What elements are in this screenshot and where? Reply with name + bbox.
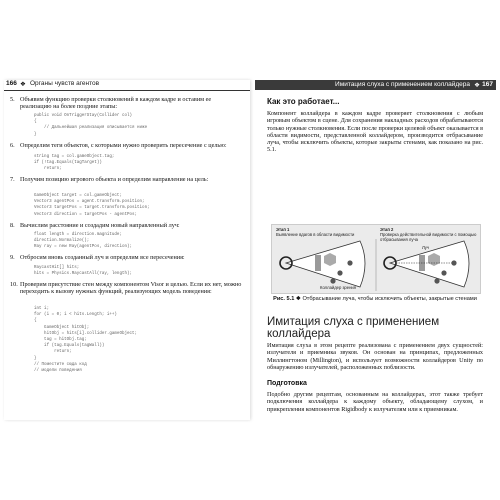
- stage1-desc: Выявление вдагов в области видимости: [276, 232, 355, 237]
- code-block: int i; for (i = 0; i < hits.Length; i++) { GameObject hitObj; hitObj = hits[i].collider.gameObject; tag = hitObj.tag; if (tag.Equals(tagWall)) return; } // Поместите сюда код // модели поведения: [34, 307, 138, 374]
- subsection-title: Имитация слуха с применением коллайдера: [267, 316, 440, 340]
- right-page-header: [255, 80, 496, 90]
- code-block: RaycastHit[] hits; hits = Physics.RaycastAll(ray, length);: [34, 266, 133, 277]
- sub-heading-paragraph: Подобно другим рецептам, основанным на коллайдерах, этот также требует подключения коллайдера к каждому объекту, обладающему слухом, и прикрепления компонентов Rigidbody к излучателям или к приемникам.: [267, 391, 483, 413]
- section-heading: Как это работает...: [267, 97, 340, 106]
- right-page-number: 167: [482, 81, 493, 88]
- target-dot: [330, 278, 335, 283]
- intro-paragraph: Компонент коллайдера в каждом кадре проверяет столкновения с любым игровым объектом в сцене. Для сохранения накладных расходов обрабатываются только нужные столкновения. Если после проверки целевой объект оказывается в области видимости, представленной коллайдером, производится отбрасывание луча, чтобы исключить объекты, которые закрыты стенами, как показано на рис. 5.1.: [267, 110, 484, 154]
- caption-label: Рис. 5.1 ❖: [273, 296, 301, 302]
- stage2-title: Этап 2: [380, 227, 394, 232]
- target-dot: [451, 260, 456, 265]
- diamond-icon: ❖: [474, 82, 480, 89]
- left-page-header: [4, 80, 250, 91]
- step-number: 8.: [10, 222, 15, 229]
- right-page: [255, 80, 496, 420]
- step-9: [10, 254, 244, 261]
- collider-label: Коллайдер зрения: [320, 285, 356, 290]
- ray-label: Луч: [422, 245, 430, 250]
- subsection-paragraph: Имитация слуха в этом рецепте реализована с применением двух сущностей: излучателя и приемника звуков. Он основан на принципах, предложенных Миллингтоном (Millington), и использует возможности коллайдеров Unity по обнаружению излучателей, расположенных поблизости.: [267, 342, 483, 371]
- target-dot: [337, 270, 342, 275]
- step-6: [10, 142, 244, 149]
- left-page: [4, 80, 250, 420]
- figure-caption: [271, 296, 479, 303]
- code-block: float length = direction.magnitude; direction.Normalize(); Ray ray = new Ray(agentPos, direction);: [34, 233, 133, 250]
- right-header-title: Имитация слуха с применением коллайдера: [335, 81, 470, 88]
- step-7: [10, 176, 244, 183]
- step-number: 7.: [10, 176, 15, 183]
- step-8: [10, 222, 244, 229]
- stage1-title: Этап 1: [276, 227, 290, 232]
- code-block: GameObject target = col.gameObject; Vector3 agentPos = agent.transform.position; Vector3 targetPos = target.transform.position; Vector3 direction = targetPos - agentPos;: [34, 194, 150, 217]
- code-block: public void OnTriggerStay(Collider col) { // Дальнейшая реализация описывается ниже }: [34, 114, 148, 137]
- stage2-desc: Проверка действительной видимости с помощью отбрасывания луча: [380, 232, 477, 242]
- code-block: string tag = col.gameObject.tag; if (!tag.Equals(tagTarget)) return;: [34, 155, 115, 172]
- left-page-number: 166: [6, 80, 17, 87]
- step-5: [10, 96, 244, 111]
- step-text: Определим теги объектов, с которыми нужно проверить пересечение с целью:: [20, 142, 227, 149]
- target-dot: [347, 260, 352, 265]
- step-number: 9.: [10, 254, 15, 261]
- step-number: 5.: [10, 96, 15, 103]
- sub-heading: Подготовка: [267, 380, 307, 387]
- left-header-title: Органы чувств агентов: [30, 80, 100, 87]
- step-text: Вычислим расстояние и создадим новый направленный луч:: [20, 222, 180, 229]
- step-number: 6.: [10, 142, 15, 149]
- wall: [315, 255, 321, 271]
- step-text: Объявим функцию проверки столкновений в каждом кадре и оставим ее реализацию на более поздние этапы:: [20, 96, 212, 111]
- step-number: 10.: [10, 281, 18, 288]
- figure-5-1: [271, 224, 481, 294]
- step-text: Проверим присутствие стен между компонентом Visor и целью. Если их нет, можно переходить к вызову нужных функций, реализующих модель поведения:: [20, 281, 242, 296]
- step-text: Получим позицию игрового объекта и определим направление на цель:: [20, 176, 209, 183]
- target-dot: [441, 270, 446, 275]
- caption-text: Отбрасывание луча, чтобы исключить объекты, закрытые стенами: [302, 296, 477, 302]
- target-dot: [434, 278, 439, 283]
- step-text: Отбросим вновь созданный луч и определим все пересечения:: [20, 254, 185, 261]
- vision-cone: [390, 241, 469, 287]
- step-10: [10, 281, 244, 296]
- figure-diagram: [272, 225, 480, 293]
- diamond-icon: ❖: [20, 81, 26, 88]
- vision-cone: [286, 241, 365, 287]
